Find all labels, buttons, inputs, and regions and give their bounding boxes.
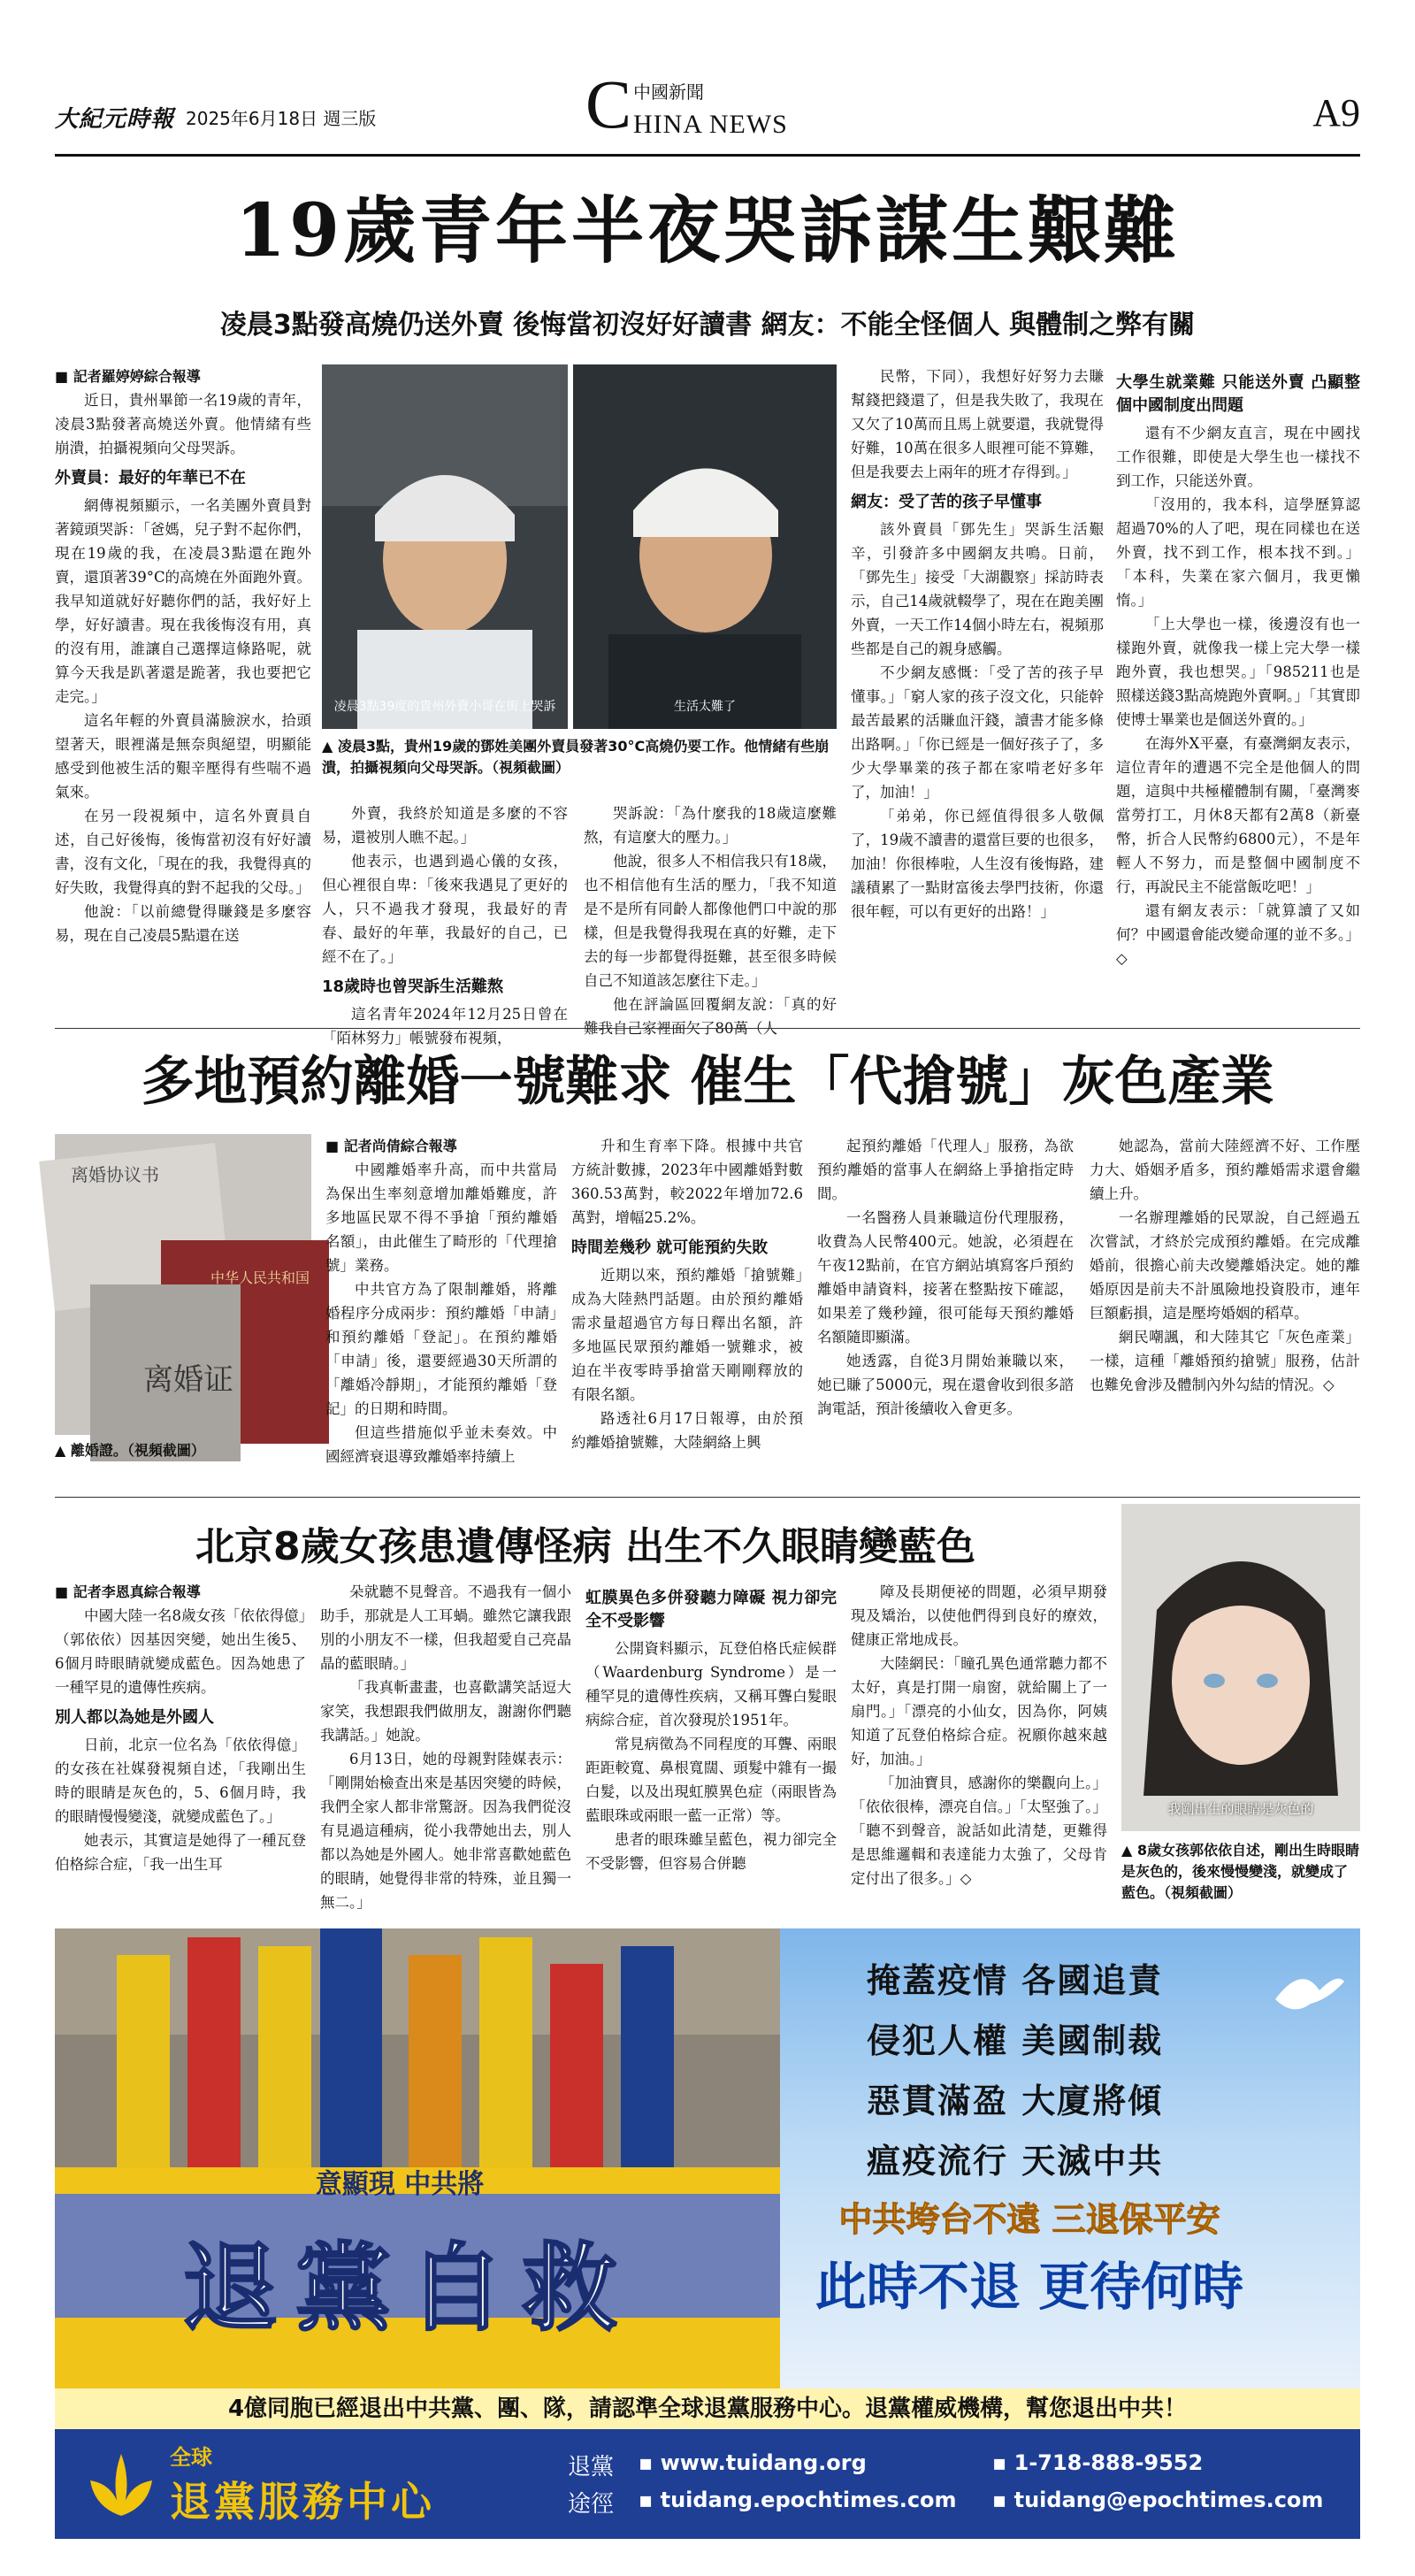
paragraph: 在海外X平臺，有臺灣網友表示，這位青年的遭遇不完全是他個人的問題，這與中共極權體制有關，「臺灣麥當勞打工，月休8天都有2萬8（新臺幣，折合人民幣約6800元），不是年輕人不努力，而是整個中國制度不行，再說民主不能當飯吃吧！」	[1116, 735, 1360, 895]
page-number: A9	[1312, 91, 1360, 134]
lotus-icon	[81, 2445, 161, 2525]
photo-overlay-text: 我剛出生的眼睛是灰色的	[1167, 1801, 1314, 1817]
ad-banner-big: 退黨自救	[181, 2234, 635, 2344]
ad-blue-line: 此時不退 更待何時	[815, 2257, 1244, 2317]
ad-slogan: 惡貫滿盈 大廈將傾	[867, 2082, 1164, 2120]
paragraph: 朵就聽不見聲音。不過我有一個小助手，那就是人工耳蝸。雖然它讓我跟別的小朋友不一樣，但我超愛自己亮晶晶的藍眼睛。」	[320, 1583, 571, 1672]
paragraph: 網傳視頻顯示，一名美團外賣員對著鏡頭哭訴：「爸媽，兒子對不起你們，現在19歲的我，在凌晨3點還在跑外賣，還頂著39°C的高燒在外面跑外賣。我早知道就好好聽你們的話，我好好上學，好好讀書。現在我後悔沒有用，真的沒有用，誰讓自己選擇這條路呢，就算今天我是趴著還是跪著，我也要把它走完。」	[55, 497, 311, 705]
logo-en: HINA NEWS	[633, 110, 788, 139]
paragraph: 常見病徵為不同程度的耳聾、兩眼距距較寬、鼻根寬闊、頭髮中雜有一撮白髮，以及出現虹膜異色症（兩眼皆為藍眼珠或兩眼一藍一正常）等。	[585, 1736, 837, 1824]
paragraph: 近期以來，預約離婚「搶號難」成為大陸熱門話題。由於預約離婚需求量超過官方每日釋出名額，許多地區民眾預約離婚一號難求，被迫在半夜零時爭搶當天剛剛釋放的有限名額。	[571, 1267, 803, 1403]
story3-subhead-a: 別人都以為她是外國人	[55, 1708, 214, 1727]
website-text: tuidang.epochtimes.com	[660, 2488, 957, 2512]
ad-slogan: 侵犯人權 美國制裁	[867, 2021, 1164, 2060]
story1-photo-right	[573, 364, 837, 729]
paragraph: 這名年輕的外賣員滿臉淚水，拾頭望著天，眼裡滿是無奈與絕望，明顯能感受到他被生活的艱辛壓得有些喘不過氣來。	[55, 712, 311, 801]
paragraph: 一名辦理離婚的民眾說，自己經過五次嘗試，才終於完成預約離婚。在完成離婚前，很擔心前夫改變離婚決定。她的離婚原因是前夫不計風險地投資股市，連年巨額虧損，這是壓垮婚姻的稻草。	[1090, 1209, 1360, 1322]
center-line2: 退黨服務中心	[170, 2478, 435, 2526]
paragraph: 障及長期便祕的問題，必須早期發現及矯治，以使他們得到良好的療效，健康正常地成長。	[851, 1583, 1107, 1648]
phone-link[interactable]: ▪ 1-718-888-9552	[992, 2450, 1204, 2475]
divider	[55, 1028, 1360, 1029]
paragraph: 還有網友表示：「就算讀了又如何？中國還會能改變命運的並不多。」◇	[1116, 902, 1360, 967]
paragraph: 不少網友感慨：「受了苦的孩子早懂事。」「窮人家的孩子沒文化，只能幹最苦最累的活賺血汗錢，讀書才能多條出路啊。」「你已經是一個好孩子了，多少大學畢業的孩子都在家啃老好多年了，加油！」	[851, 664, 1104, 801]
story3-col3	[585, 1580, 837, 1909]
story1-col1	[55, 364, 311, 1017]
paragraph: 「弟弟，你已經值得很多人敬佩了，19歲不讀書的還當巨要的也很多，加油！你很棒啦，人生沒有後悔路，建議積累了一點財富後去學門技術，你還很年輕，可以有更好的出路！」	[851, 808, 1104, 920]
story1-col4	[851, 364, 1104, 1017]
paragraph: 網民嘲諷，和大陸其它「灰色產業」一樣，這種「離婚預約搶號」服務，估計也難免會涉及體制內外勾結的情況。◇	[1090, 1329, 1360, 1393]
ad-contact-bar	[55, 2429, 1360, 2539]
story1-col2	[322, 801, 568, 1046]
phone-text: 1-718-888-9552	[1013, 2450, 1204, 2475]
ad-notice: 4億同胞已經退出中共黨、團、隊，請認準全球退黨服務中心。退黨權威機構，幫您退出中共！	[55, 2388, 1360, 2429]
paragraph: 他說，很多人不相信我只有18歲，也不相信他有生活的壓力，「我不知道是不是所有同齡人都像他們口中說的那樣，但是我覺得我現在真的好難，走下去的每一步都覺得挺難，甚至很多時候自己不知道該怎麼往下走。」	[584, 853, 837, 989]
story2-caption: ▲ 離婚證。（視頻截圖）	[55, 1442, 205, 1459]
paragraph: 哭訴說：「為什麼我的18歲這麼難熬，有這麼大的壓力。」	[584, 805, 837, 846]
paragraph: 日前，北京一位名為「依依得億」的女孩在社媒發視頻自述，「我剛出生時的眼睛是灰色的，5、6個月時，我的眼睛慢慢變淺，就變成藍色了。」	[55, 1736, 306, 1825]
section-logo	[585, 65, 851, 149]
story2-photo	[55, 1134, 311, 1435]
story1-col3	[584, 801, 837, 1037]
ad-slogan: 掩蓋疫情 各國追責	[867, 1961, 1164, 2000]
story3-col4	[851, 1580, 1107, 1909]
paragraph: 「沒用的，我本科，這學歷算認超過70%的人了吧，現在同樣也在送外賣，找不到工作，根本找不到。」「本科，失業在家六個月，我更懶惰。」	[1116, 496, 1360, 609]
issue-date: 2025年6月18日 週三版	[186, 108, 377, 129]
paragraph: 她認為，當前大陸經濟不好、工作壓力大、婚姻矛盾多，預約離婚需求還會繼續上升。	[1090, 1138, 1360, 1202]
photo-overlay-text: 凌晨3點39度的貴州外賣小哥在街上哭訴	[333, 700, 556, 714]
story1-subhead-b: 18歲時也曾哭訴生活難熬	[322, 978, 504, 996]
story1-subhead-a: 外賣員：最好的年華已不在	[55, 469, 246, 487]
website-text: www.tuidang.org	[660, 2450, 867, 2475]
tuidang-advertisement	[55, 1928, 1360, 2539]
masthead-rule	[55, 154, 1360, 157]
paragraph: 近日，貴州畢節一名19歲的青年，凌晨3點發著高燒送外賣。他情緒有些崩潰，拍攝視頻向父母哭訴。	[55, 392, 311, 456]
story2-col2	[571, 1134, 803, 1461]
story1-photo-left	[322, 364, 568, 729]
email-text: tuidang@epochtimes.com	[1013, 2488, 1324, 2512]
story3-headline: 北京8歲女孩患遺傳怪病 出生不久眼睛變藍色	[195, 1524, 975, 1569]
paragraph: 一名醫務人員兼職這份代理服務，收費為人民幣400元。她說，必須趕在午夜12點前，在官方網站填寫客戶預約離婚申請資料，接著在整點按下確認，如果差了幾秒鐘，很可能每天預約離婚名額隨即顯滿。	[817, 1209, 1074, 1346]
center-line1: 全球	[170, 2445, 212, 2470]
paragraph: 但這些措施似乎並未奏效。中國經濟衰退導致離婚率持續上	[325, 1424, 557, 1465]
story1-subhead-d: 大學生就業難 只能送外賣 凸顯整個中國制度出問題	[1116, 373, 1360, 415]
paragraph: 患者的眼珠雖呈藍色，視力卻完全不受影響，但容易合併聽	[585, 1831, 837, 1872]
logo-c: C	[585, 65, 632, 142]
story3-byline: ■ 記者李恩真綜合報導	[55, 1583, 201, 1600]
paragraph: 還有不少網友直言，現在中國找工作很難，即使是大學生也一樣找不到工作，只能送外賣。	[1116, 425, 1360, 489]
paragraph: 這名青年2024年12月25日曾在「陌林努力」帳號發布視頻，	[322, 1006, 568, 1046]
paragraph: 「加油寶貝，感謝你的樂觀向上。」「依依很棒，漂亮自信。」「太堅強了。」「聽不到聲音，說話如此清楚，更難得是思維邏輯和表達能力太強了，父母肯定付出了很多。」◇	[851, 1775, 1107, 1887]
paragraph: 中共官方為了限制離婚，將離婚程序分成兩步：預約離婚「申請」和預約離婚「登記」。在預約離婚「申請」後，還要經過30天所謂的「離婚冷靜期」，才能預約離婚「登記」的日期和時間。	[325, 1281, 557, 1417]
story2-col1	[325, 1134, 557, 1465]
story2-byline: ■ 記者尚倩綜合報導	[325, 1138, 457, 1154]
divider	[55, 1497, 1360, 1498]
contact-label: 退黨	[568, 2454, 615, 2480]
dove-icon	[1266, 1964, 1346, 2026]
paragraph: 「上大學也一樣，後邊沒有也一樣跑外賣，就像我一樣上完大學一樣跑外賣，我也想哭。」「985211也是照樣送錢3點高燒跑外賣啊。」「其實即使博士畢業也是個送外賣的。」	[1116, 616, 1360, 728]
story2-col4	[1090, 1134, 1360, 1461]
story1-subhead-c: 網友：受了苦的孩子早懂事	[851, 493, 1042, 511]
paragraph: 在另一段視頻中，這名外賣員自述，自己好後悔，後悔當初沒有好好讀書，沒有文化，「現在的我，我覺得真的好失敗，我覺得真的對不起我的父母。」	[55, 808, 311, 896]
ad-banner-small: 意顯現 中共將	[315, 2169, 485, 2200]
story1-headline: 19歲青年半夜哭訴謀生艱難	[234, 188, 1181, 273]
photo-label: 中华人民共和国	[210, 1269, 310, 1286]
paragraph: 外賣，我終於知道是多麼的不容易，還被別人瞧不起。」	[322, 805, 568, 846]
story1-caption: ▲ 凌晨3點，貴州19歲的鄧姓美團外賣員發著30°C高燒仍要工作。他情緒有些崩潰，拍攝視頻向父母哭訴。（視頻截圖）	[322, 738, 830, 776]
paragraph: 大陸網民：「瞳孔異色通常聽力都不太好，真是打開一扇窗，就給關上了一扇門。」「漂亮的小仙女，因為你，阿姨知道了瓦登伯格綜合症。祝願你越來越好，加油。」	[851, 1655, 1107, 1767]
paragraph: 中國離婚率升高，而中共當局為保出生率刻意增加離婚難度，許多地區民眾不得不爭搶「預約離婚名額」，由此催生了畸形的「代理搶號」業務。	[325, 1162, 557, 1274]
story3-photo	[1121, 1504, 1360, 1831]
photo-label: 离婚协议书	[71, 1164, 159, 1185]
paragraph: 路透社6月17日報導，由於預約離婚搶號難，大陸網絡上興	[571, 1410, 803, 1451]
story1-subhead: 凌晨3點發高燒仍送外賣 後悔當初沒好好讀書 網友：不能全怪個人 與體制之弊有關	[219, 310, 1196, 341]
paragraph: 中國大陸一名8歲女孩「依依得億」（郭依依）因基因突變，她出生後5、6個月時眼睛就變成藍色。因為她患了一種罕見的遺傳性疾病。	[55, 1607, 306, 1696]
paragraph: 她表示，其實這是她得了一種瓦登伯格綜合症，「我一出生耳	[55, 1832, 306, 1873]
paper-name: 大紀元時報	[55, 106, 175, 133]
paragraph: 起預約離婚「代理人」服務，為欲預約離婚的當事人在網絡上爭搶指定時間。	[817, 1138, 1074, 1202]
email-link[interactable]: ▪ tuidang@epochtimes.com	[992, 2488, 1324, 2512]
contact-label: 途徑	[568, 2491, 615, 2518]
story2-col3	[817, 1134, 1074, 1461]
photo-overlay-text: 生活太難了	[674, 700, 736, 714]
paragraph: 她透露，自從3月開始兼職以來，她已賺了5000元，現在還會收到很多諮詢電話，預計後續收入會更多。	[817, 1353, 1074, 1417]
paragraph: 公開資料顯示，瓦登伯格氏症候群（Waardenburg Syndrome）是一種罕見的遺傳性疾病，又稱耳聾白髮眼病綜合症，首次發現於1951年。	[585, 1640, 837, 1729]
website-link[interactable]: ▪ tuidang.epochtimes.com	[639, 2488, 957, 2512]
ad-parade-photo	[55, 1928, 780, 2388]
paragraph: 他說：「以前總覺得賺錢是多麼容易，現在自己凌晨5點還在送	[55, 903, 311, 944]
ad-slogan: 瘟疫流行 天滅中共	[867, 2142, 1164, 2181]
paragraph: 民幣，下同），我想好好努力去賺幫錢把錢還了，但是我失敗了，我現在又欠了10萬而且馬上就要還，我就覺得好難，10萬在很多人眼裡可能不算難，但是我要去上兩年的班才存得到。」	[851, 368, 1104, 480]
paragraph: 升和生育率下降。根據中共官方統計數據，2023年中國離婚對數360.53萬對，較2022年增加72.6萬對，增幅25.2%。	[571, 1138, 803, 1226]
logo-cn: 中國新聞	[633, 81, 704, 103]
paragraph: 「我真斬畫畫，也喜歡講笑話逗大家笑，我想跟我們做朋友，謝謝你們聽我講話。」她說。	[320, 1679, 571, 1744]
ad-yellow-line: 中共垮台不遠 三退保平安	[838, 2200, 1220, 2239]
story3-caption: ▲ 8歲女孩郭依依自述，剛出生時眼睛是灰色的，後來慢慢變淺，就變成了藍色。（視頻截圖）	[1121, 1842, 1360, 1901]
story2-subhead-a: 時間差幾秒 就可能預約失敗	[571, 1238, 769, 1257]
story1-byline: ■ 記者羅婷婷綜合報導	[55, 368, 201, 385]
story2-headline: 多地預約離婚一號難求 催生「代搶號」灰色產業	[141, 1051, 1274, 1113]
paragraph: 該外賣員「鄧先生」哭訴生活艱辛，引發許多中國網友共鳴。日前，「鄧先生」接受「大湖觀察」採訪時表示，自己14歲就輟學了，現在在跑美團外賣，一天工作14個小時左右，視頻那些都是自己的親身感觸。	[851, 521, 1104, 657]
photo-label: 离婚证	[143, 1362, 233, 1398]
paragraph: 他在評論區回覆網友說：「真的好難我自己家裡面欠了80萬（人	[584, 996, 837, 1037]
story3-subhead-b: 虹膜異色多併發聽力障礙 視力卻完全不受影響	[585, 1589, 837, 1630]
masthead	[55, 64, 1360, 152]
paragraph: 他表示，也遇到過心儀的女孩，但心裡很自卑：「後來我遇見了更好的人，只不過我才發現，我最好的青春、最好的年華，我最好的自己，已經不在了。」	[322, 853, 568, 965]
story3-col2	[320, 1580, 571, 1909]
paragraph: 6月13日，她的母親對陸媒表示：「剛開始檢查出來是基因突變的時候，我們全家人都非常驚訝。因為我們從沒有見過這種病，從小我帶她出去，別人都以為她是外國人。她非常喜歡她藍色的眼睛，她覺得非常的特殊，並且獨一無二。」	[320, 1751, 571, 1911]
story3-col1	[55, 1580, 306, 1909]
story1-col5	[1116, 364, 1360, 1017]
website-link[interactable]: ▪ www.tuidang.org	[639, 2450, 867, 2475]
